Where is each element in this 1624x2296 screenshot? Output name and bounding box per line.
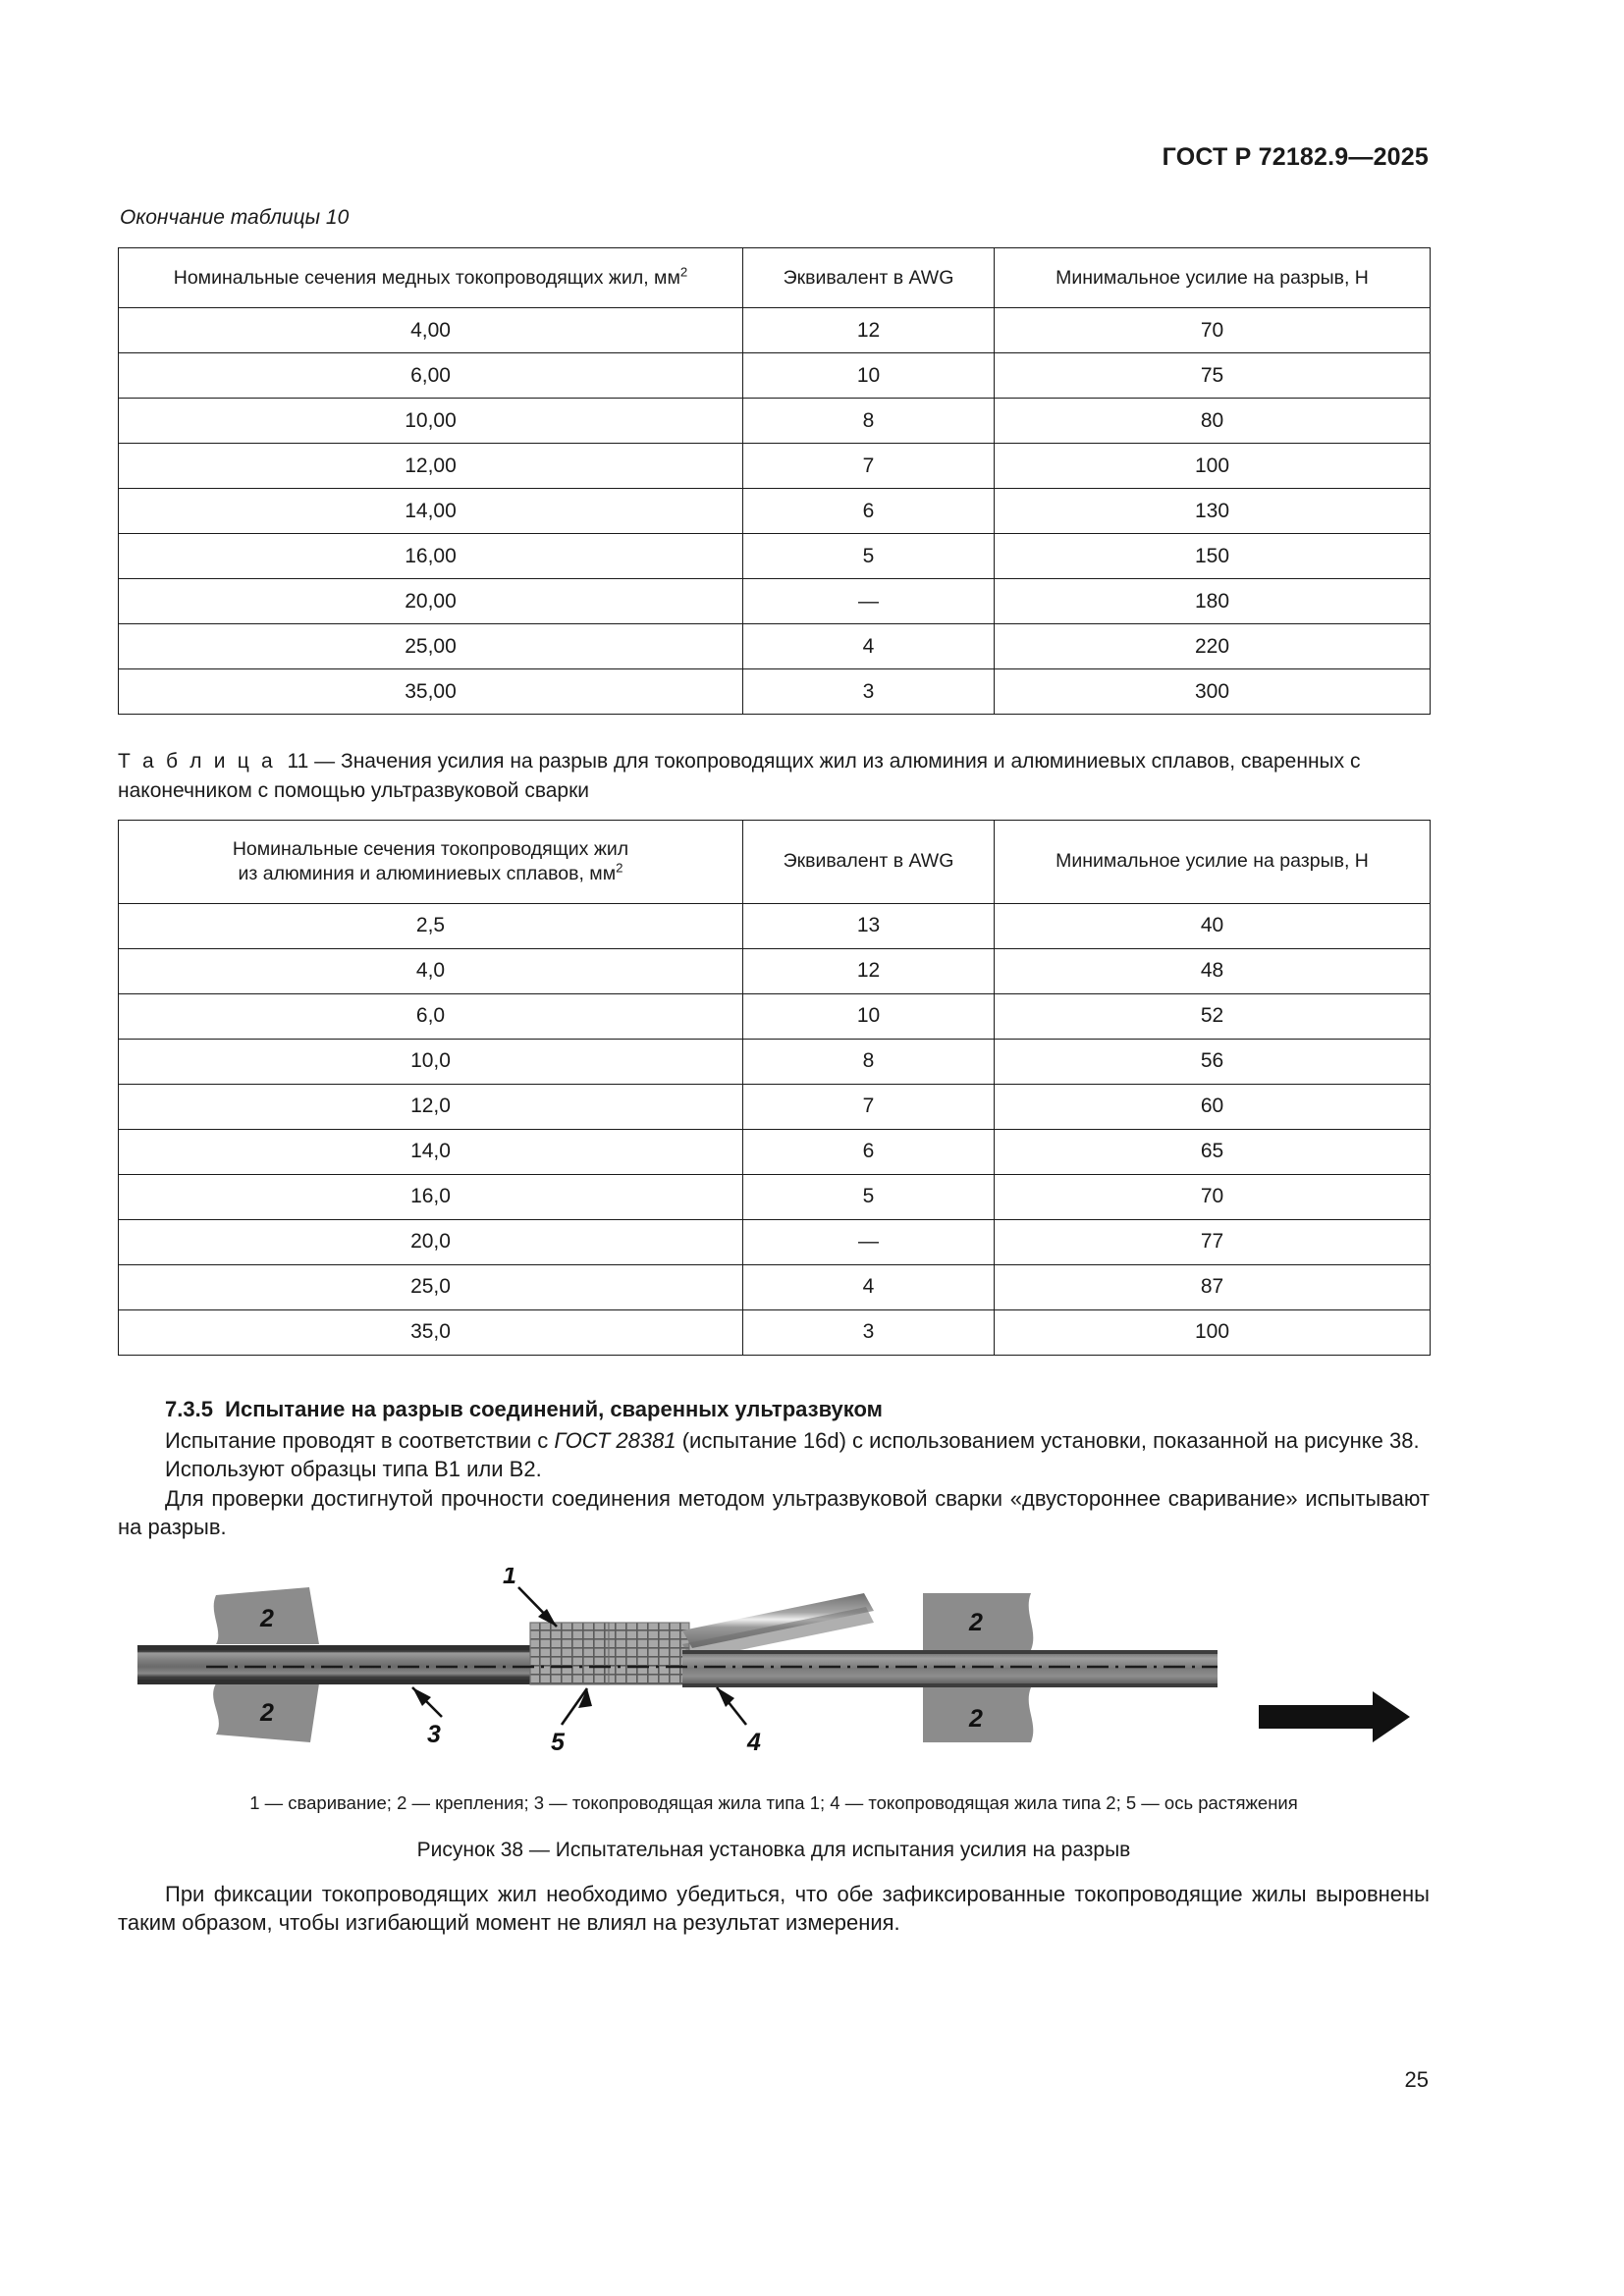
cell-section: 12,0 [119, 1084, 743, 1129]
para1-part2: (испытание 16d) с использованием установки, показанной на рисунке 38. [676, 1427, 1420, 1453]
cell-section: 35,0 [119, 1309, 743, 1355]
figure-38-illustration [118, 1568, 1430, 1778]
weld-zone [530, 1623, 689, 1684]
table-row [119, 579, 1431, 624]
cell-section: 4,00 [119, 308, 743, 353]
cell-force: 100 [995, 1309, 1431, 1355]
cell-force: 65 [995, 1129, 1431, 1174]
cell-section: 6,0 [119, 993, 743, 1039]
figure-label-4: 4 [747, 1728, 761, 1756]
figure-38-caption: Рисунок 38 — Испытательная установка для испытания усилия на разрыв [416, 1838, 1131, 1861]
table-row [119, 534, 1431, 579]
table-row [119, 1264, 1431, 1309]
section-heading [118, 1397, 1430, 1422]
cell-awg: 12 [743, 308, 995, 353]
section-title: Испытание на разрыв соединений, сваренных ультразвуком [225, 1396, 883, 1421]
cell-force: 180 [995, 579, 1431, 624]
cell-force: 60 [995, 1084, 1431, 1129]
figure-label-2-lower-right: 2 [969, 1704, 983, 1733]
cell-section: 2,5 [119, 903, 743, 948]
cell-awg: 4 [743, 624, 995, 669]
cell-awg: 4 [743, 1264, 995, 1309]
table-row [119, 948, 1431, 993]
table-10-col-header-awg: Эквивалент в AWG [743, 248, 995, 308]
cell-force: 77 [995, 1219, 1431, 1264]
cell-force: 75 [995, 353, 1431, 399]
cell-section: 4,0 [119, 948, 743, 993]
figure-38 [118, 1568, 1430, 1862]
cell-force: 52 [995, 993, 1431, 1039]
cell-awg: — [743, 1219, 995, 1264]
cell-section: 14,00 [119, 489, 743, 534]
col-header-line-1: Номинальные сечения токопроводящих жил [232, 838, 629, 861]
table-caption-word: Т а б л и ц а [118, 750, 276, 773]
table-row [119, 353, 1431, 399]
cell-section: 14,0 [119, 1129, 743, 1174]
table-11-caption [118, 747, 1430, 806]
superscript-two: 2 [679, 264, 688, 280]
table-row [119, 1129, 1431, 1174]
table-11-col-header-awg: Эквивалент в AWG [743, 820, 995, 903]
section-7-3-5 [118, 1397, 1430, 1542]
cell-force: 220 [995, 624, 1431, 669]
table-10-col-header-section [119, 248, 743, 308]
table-row [119, 624, 1431, 669]
cell-force: 56 [995, 1039, 1431, 1084]
cell-awg: 6 [743, 489, 995, 534]
table-row [119, 308, 1431, 353]
table-11-body [119, 903, 1431, 1355]
table-10-header-row [119, 248, 1431, 308]
table-11-col-header-section [119, 820, 743, 903]
cell-section: 12,00 [119, 444, 743, 489]
table-row [119, 444, 1431, 489]
cell-section: 16,00 [119, 534, 743, 579]
conductor-type-1 [137, 1645, 530, 1684]
cell-force: 300 [995, 669, 1431, 715]
table-row [119, 1174, 1431, 1219]
cell-section: 10,0 [119, 1039, 743, 1084]
cell-awg: 7 [743, 1084, 995, 1129]
paragraph-alignment-note: При фиксации токопроводящих жил необходимо убедиться, что обе зафиксированные токопроводящие жилы выровнены таким образом, чтобы изгибающий момент не влиял на результат измерения. [118, 1881, 1430, 1936]
cell-force: 100 [995, 444, 1431, 489]
table-row [119, 1309, 1431, 1355]
cell-force: 40 [995, 903, 1431, 948]
cell-section: 25,0 [119, 1264, 743, 1309]
figure-label-2-upper-right: 2 [969, 1608, 983, 1636]
document-standard-header: ГОСТ Р 72182.9—2025 [1162, 143, 1429, 171]
cell-awg: 10 [743, 353, 995, 399]
welded-strand-tails [682, 1593, 874, 1660]
cell-force: 70 [995, 308, 1431, 353]
figure-label-1: 1 [503, 1567, 516, 1589]
cell-awg: 10 [743, 993, 995, 1039]
table-10-continuation-label: Окончание таблицы 10 [120, 206, 350, 229]
para1-part1: Испытание проводят в соответствии с [165, 1427, 555, 1453]
cell-force: 87 [995, 1264, 1431, 1309]
table-11-header-row [119, 820, 1431, 903]
cell-awg: 8 [743, 1039, 995, 1084]
table-10 [118, 247, 1431, 715]
cell-section: 10,00 [119, 399, 743, 444]
figure-38-legend: 1 — сваривание; 2 — крепления; 3 — токопроводящая жила типа 1; 4 — токопроводящая жила типа 2; 5 — ось растяжения [249, 1791, 1298, 1813]
paragraph-sample-types: Используют образцы типа B1 или B2. [165, 1457, 542, 1482]
table-11 [118, 820, 1431, 1356]
pull-direction-arrow [1259, 1691, 1410, 1742]
cell-section: 25,00 [119, 624, 743, 669]
table-row [119, 1039, 1431, 1084]
table-row [119, 903, 1431, 948]
figure-label-5: 5 [551, 1728, 565, 1756]
cell-section: 6,00 [119, 353, 743, 399]
cell-awg: 5 [743, 1174, 995, 1219]
table-11-col-header-force: Минимальное усилие на разрыв, Н [995, 820, 1431, 903]
cell-awg: 13 [743, 903, 995, 948]
page-content [118, 206, 1430, 1937]
referenced-standard: ГОСТ 28381 [554, 1427, 677, 1453]
col-header-line-2: из алюминия и алюминиевых сплавов, мм [238, 862, 617, 884]
paragraph-strength-check: Для проверки достигнутой прочности соединения методом ультразвуковой сварки «двустороннее сваривание» испытывают на разрыв. [118, 1485, 1430, 1540]
figure-label-2-lower-left: 2 [260, 1698, 274, 1727]
cell-awg: 8 [743, 399, 995, 444]
table-caption-text: — Значения усилия на разрыв для токопроводящих жил из алюминия и алюминиевых сплавов, сваренных с наконечником с помощью ультразвуковой сварки [118, 750, 1361, 802]
section-number: 7.3.5 [165, 1396, 213, 1421]
table-row [119, 1084, 1431, 1129]
figure-label-3: 3 [427, 1720, 441, 1748]
cell-section: 35,00 [119, 669, 743, 715]
cell-awg: — [743, 579, 995, 624]
cell-force: 150 [995, 534, 1431, 579]
paragraph-test-method [118, 1426, 1430, 1455]
cell-section: 20,0 [119, 1219, 743, 1264]
conductor-type-2 [682, 1650, 1218, 1687]
cell-awg: 6 [743, 1129, 995, 1174]
table-10-col-header-force: Минимальное усилие на разрыв, Н [995, 248, 1431, 308]
table-caption-number: 11 [287, 750, 309, 773]
cell-awg: 12 [743, 948, 995, 993]
cell-force: 70 [995, 1174, 1431, 1219]
cell-awg: 5 [743, 534, 995, 579]
cell-force: 130 [995, 489, 1431, 534]
table-row [119, 993, 1431, 1039]
tensile-test-rig-diagram [118, 1568, 1430, 1778]
cell-awg: 7 [743, 444, 995, 489]
table-row [119, 489, 1431, 534]
superscript-two: 2 [616, 860, 623, 876]
col-header-text: Номинальные сечения медных токопроводящих жил, мм [173, 266, 680, 289]
table-row [119, 1219, 1431, 1264]
table-10-body [119, 308, 1431, 715]
page-number: 25 [1404, 2067, 1429, 2092]
cell-awg: 3 [743, 669, 995, 715]
figure-label-2-upper-left: 2 [260, 1604, 274, 1632]
cell-awg: 3 [743, 1309, 995, 1355]
table-row [119, 399, 1431, 444]
cell-force: 48 [995, 948, 1431, 993]
cell-section: 20,00 [119, 579, 743, 624]
cell-section: 16,0 [119, 1174, 743, 1219]
cell-force: 80 [995, 399, 1431, 444]
table-row [119, 669, 1431, 715]
